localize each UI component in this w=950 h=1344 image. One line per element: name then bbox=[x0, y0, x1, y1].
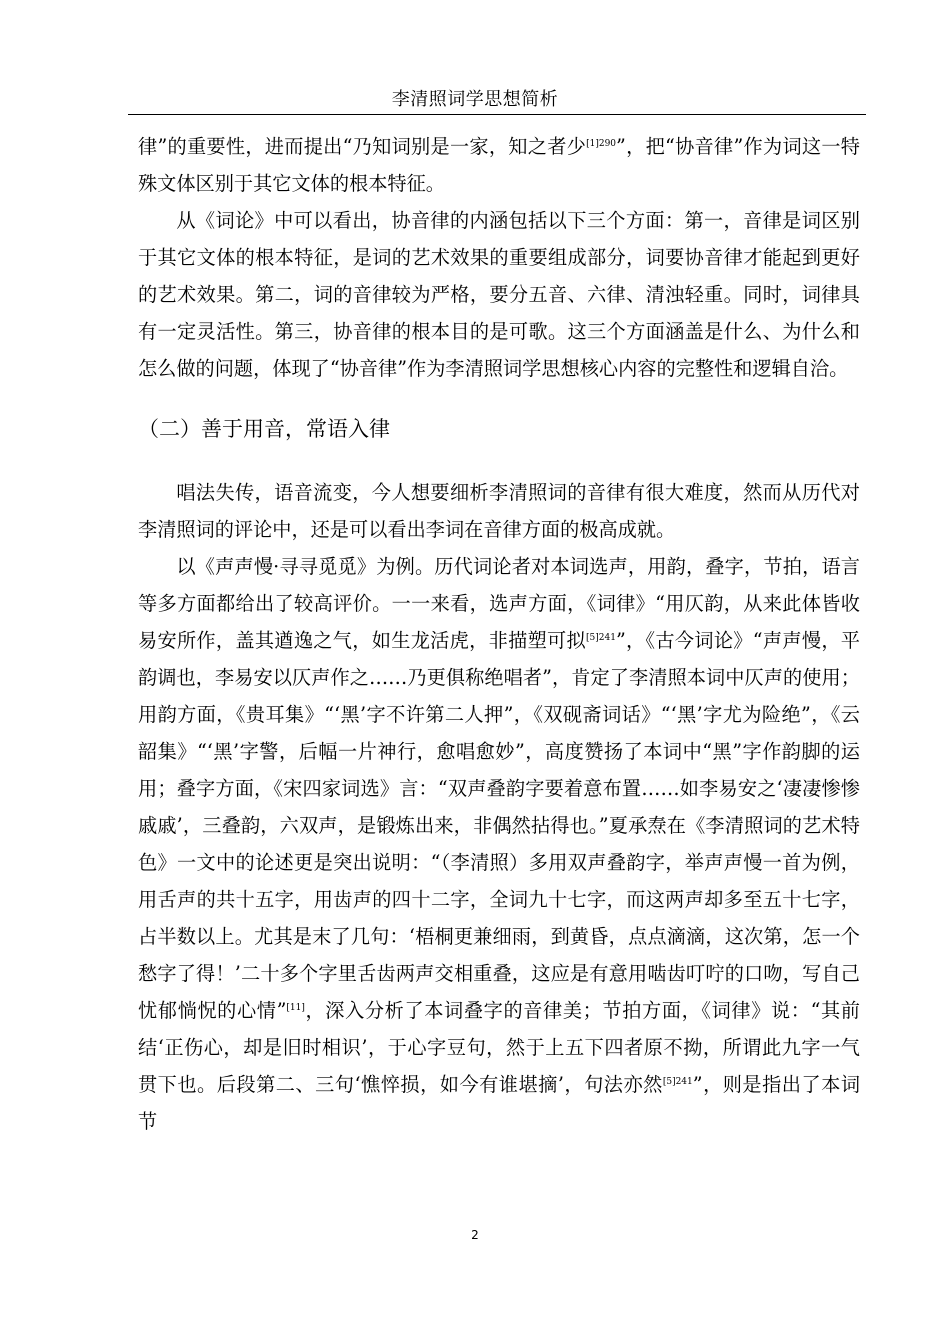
citation-ref: [1]290 bbox=[586, 139, 617, 149]
citation-ref: [5]241 bbox=[586, 633, 616, 643]
header-rule bbox=[128, 114, 866, 115]
citation-ref: [11] bbox=[286, 1003, 305, 1013]
paragraph-text: 以《声声慢·寻寻觅觅》为例。历代词论者对本词选声，用韵，叠字，节拍，语言等多方面都给出了较高评价。一一来看，选声方面，《词律》“用仄韵，从来此体皆收易安所作，盖其遒逸之气，如生龙活虎，非描塑可拟 bbox=[138, 555, 860, 652]
paragraph-text: ”，把“协音律”作为词这一特殊文体区别于其它文体的根本特征。 bbox=[138, 135, 860, 195]
section-heading: （二）善于用音，常语入律 bbox=[138, 417, 390, 441]
citation-ref: [5]241 bbox=[662, 1077, 693, 1087]
running-header: 李清照词学思想简析 bbox=[391, 89, 559, 110]
page-number: 2 bbox=[471, 1228, 479, 1242]
paragraph-text: ，深入分析了本词叠字的音律美；节拍方面，《词律》说：“其前结‘正伤心，却是旧时相识’，于心字豆句，然于上五下四者原不拗，所谓此九字一气贯下也。后段第二、三句‘憔悴损，如今有谁堪摘’，句法亦然 bbox=[138, 999, 860, 1096]
paragraph-intro: 唱法失传，语音流变，今人想要细析李清照词的音律有很大难度，然而从历代对李清照词的评论中，还是可以看出李词在音律方面的极高成就。 bbox=[138, 481, 860, 541]
paragraph-shengshengman bbox=[138, 548, 860, 1140]
paragraph-text: 律”的重要性，进而提出“乃知词别是一家，知之者少 bbox=[138, 135, 587, 158]
paragraph-text: ”，《古今词论》“声声慢，平韵调也，李易安以仄声作之……乃更俱称绝唱者”，肯定了李清照本词中仄声的使用；用韵方面，《贵耳集》“‘黑’字不许第二人押”，《双砚斋词话》“‘黑’字尤为险绝”，《云韶集》“‘黑’字警，后幅一片神行，愈唱愈妙”，高度赞扬了本词中“黑”字作韵脚的运用；叠字方面，《宋四家词选》言：“双声叠韵字要着意布置……如李易安之‘凄凄惨惨戚戚’，三叠韵，六双声，是锻炼出来，非偶然拈得也。”夏承焘在《李清照词的艺术特色》一文中的论述更是突出说明：“（李清照）多用双声叠韵字，举声声慢一首为例，用舌声的共十五字，用齿声的四十二字，全词九十七字，而这两声却多至五十七字，占半数以上。尤其是末了几句：‘梧桐更兼细雨，到黄昏，点点滴滴，这次第，怎一个愁字了得！’二十多个字里舌齿两声交相重叠，这应是有意用啮齿叮咛的口吻，写自己忧郁惝怳的心情” bbox=[138, 629, 860, 1022]
paragraph-text: ”，则是指出了本词节 bbox=[138, 1073, 861, 1133]
paragraph-continuation bbox=[138, 128, 860, 202]
paragraph-xielv-aspects: 从《词论》中可以看出，协音律的内涵包括以下三个方面：第一，音律是词区别于其它文体的根本特征，是词的艺术效果的重要组成部分，词要协音律才能起到更好的艺术效果。第二，词的音律较为严格，要分五音、六律、清浊轻重。同时，词律具有一定灵活性。第三，协音律的根本目的是可歌。这三个方面涵盖是什么、为什么和怎么做的问题，体现了“协音律”作为李清照词学思想核心内容的完整性和逻辑自洽。 bbox=[138, 209, 860, 380]
document-body bbox=[138, 128, 860, 1140]
